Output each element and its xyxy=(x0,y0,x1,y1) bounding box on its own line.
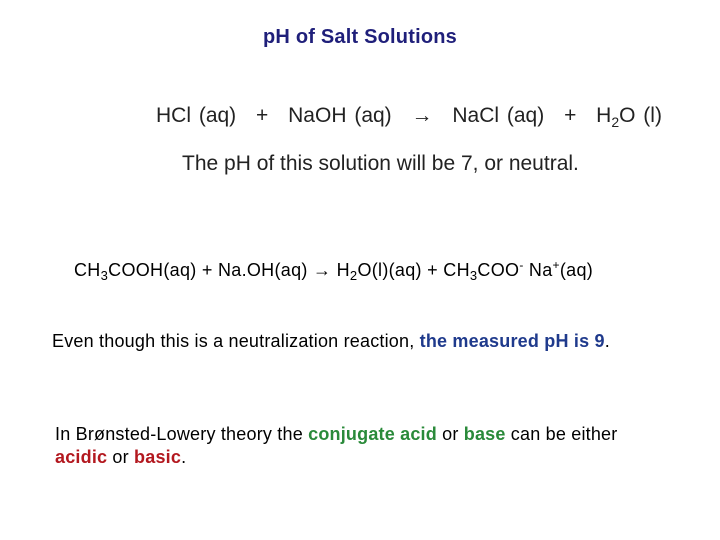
reactant-naoh: NaOH (aq) xyxy=(288,104,392,127)
reaction-arrow-icon: → xyxy=(313,260,332,280)
reactant-hcl: HCl (aq) xyxy=(156,104,237,127)
product-water: $H_2O$ (l) xyxy=(596,104,662,131)
hcl-naoh-equation xyxy=(156,104,662,130)
measured-ph-statement: Even though this is a neutralization reaction, the measured pH is 9. xyxy=(52,331,610,351)
conjugate-acid-term: conjugate acid xyxy=(308,424,437,444)
acidic-term: acidic xyxy=(55,447,108,467)
acetic-acid-equation: $CH_3COOH(aq) + Na.OH(aq) \to H_2O(l)(aq) + CH_3COO^-$ Na+(aq) xyxy=(74,258,594,283)
product-nacl: NaCl (aq) xyxy=(452,104,545,127)
base-term: base xyxy=(463,424,506,444)
measured-ph-highlight: the measured pH is 9 xyxy=(419,331,605,351)
plus-sign: + xyxy=(564,104,577,127)
page-title: pH of Salt Solutions xyxy=(263,26,457,48)
neutral-ph-note: The pH of this solution will be 7, or neutral. xyxy=(182,152,579,175)
basic-term: basic xyxy=(134,447,182,467)
bronsted-lowry-statement: In Brønsted-Lowery theory the conjugate acid or base can be either acidic or basic. xyxy=(55,424,618,467)
plus-sign: + xyxy=(256,104,269,127)
reaction-arrow-icon: → xyxy=(411,104,433,127)
